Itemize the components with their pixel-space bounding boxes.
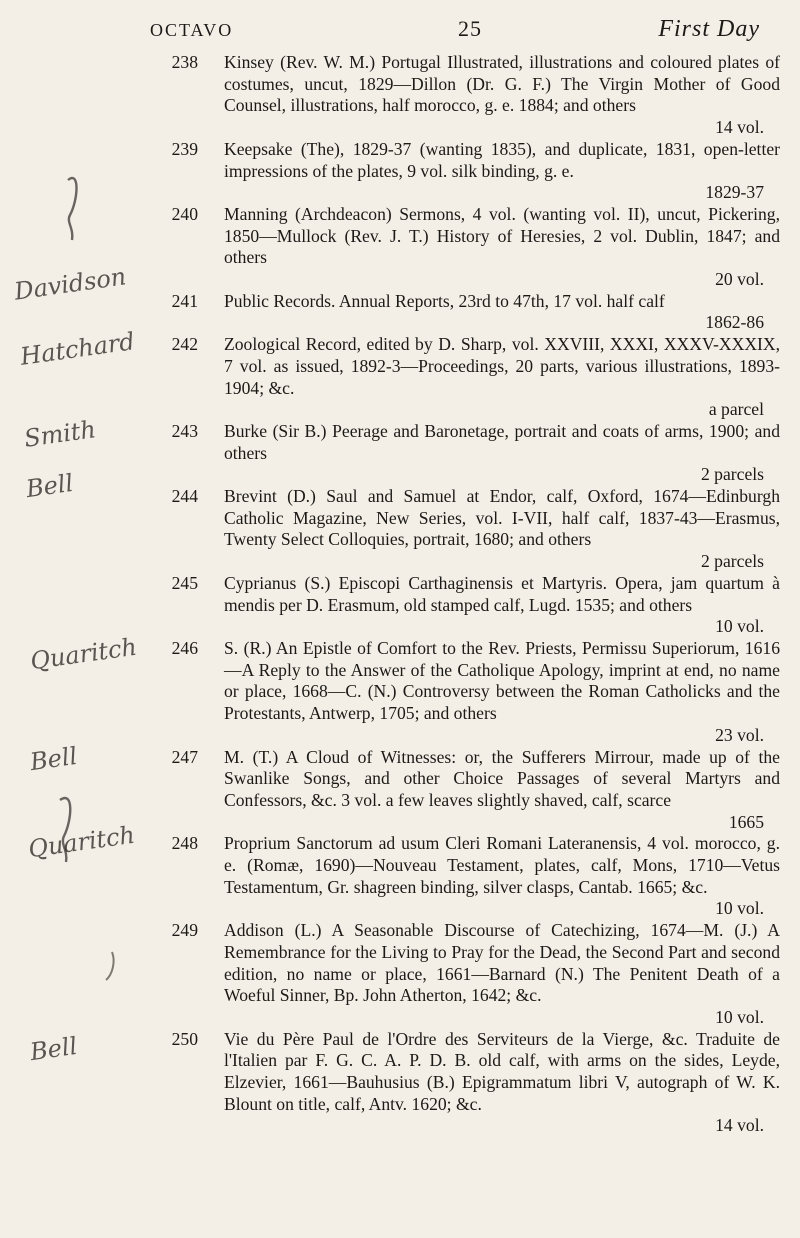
header-day: First Day (658, 16, 760, 42)
lot-quantity: 1862-86 (705, 312, 764, 333)
lot-number: 240 (171, 203, 198, 224)
lot-number: 244 (171, 486, 198, 507)
lot-entry (140, 747, 780, 834)
margin-note: Davidson (12, 262, 128, 306)
lot-description: M. (T.) A Cloud of Witnesses: or, the Sufferers Mirrour, made up of the Swanlike Songs, and other Choice Passages of several Martyrs and Confessors, &c. 3 vol. a few leaves slightly shaved, calf, scarce (224, 746, 780, 810)
lot-number: 248 (171, 833, 198, 854)
lot-number: 238 (171, 52, 198, 72)
lot-quantity: 1829-37 (705, 182, 764, 203)
lot-entry (140, 204, 780, 291)
lot-quantity: 10 vol. (715, 1006, 764, 1027)
lot-number: 239 (171, 138, 198, 159)
margin-note: Quaritch (26, 820, 137, 864)
lot-entry (140, 334, 780, 421)
lot-entry (140, 486, 780, 573)
lot-entry (140, 1029, 780, 1138)
lot-entry (140, 421, 780, 486)
lot-number: 249 (171, 920, 198, 941)
margin-note: Quaritch (28, 632, 139, 676)
lot-entry (140, 139, 780, 204)
lot-quantity: 10 vol. (715, 898, 764, 919)
lot-description: Addison (L.) A Seasonable Discourse of Catechizing, 1674—M. (J.) A Remembrance for the Living to Pray for the Dead, the Second Part and second edition, no name or place, 1661—Barnard (N.) The Penitent Death of a Woeful Sinner, Bp. John Atherton, 1642; &c. (224, 920, 780, 1006)
page-number: 25 (458, 16, 482, 41)
lot-description: S. (R.) An Epistle of Comfort to the Rev. Priests, Permissu Superiorum, 1616—A Reply to the Answer of the Catholique Apology, imprint at end, no name or place, 1668—C. (N.) Controversy between the Roman Catholicks and the Protestants, Antwerp, 1705; and others (224, 637, 780, 724)
lot-entry (140, 833, 780, 920)
lot-list (140, 52, 780, 1137)
margin-note: Bell (24, 468, 75, 504)
lot-entry (140, 52, 780, 139)
lot-number: 245 (171, 572, 198, 593)
margin-note: Smith (22, 415, 98, 453)
lot-quantity: 10 vol. (715, 616, 764, 637)
lot-number: 242 (171, 334, 198, 355)
lot-description: Kinsey (Rev. W. M.) Portugal Illustrated, illustrations and coloured plates of costumes, uncut, 1829—Dillon (Dr. G. F.) The Virgin Mother of Good Counsel, illustrations, half morocco, g. e. 1884; and others (224, 52, 780, 116)
lot-quantity: 1665 (728, 811, 764, 832)
lot-quantity: 2 parcels (700, 551, 764, 572)
lot-description: Brevint (D.) Saul and Samuel at Endor, calf, Oxford, 1674—Edinburgh Catholic Magazine, New Series, vol. I-VII, half calf, 1837-43—Erasmus, Twenty Select Colloquies, portrait, 1680; and others (224, 486, 780, 550)
lot-description: Cyprianus (S.) Episcopi Carthaginensis et Martyris. Opera, jam quartum à mendis per D. Erasmum, old stamped calf, Lugd. 1535; and others (224, 572, 780, 615)
handwritten-margin (0, 0, 140, 1238)
lot-number: 250 (171, 1028, 198, 1049)
lot-number: 241 (171, 290, 198, 311)
lot-entry (140, 638, 780, 747)
header-format: OCTAVO (150, 20, 234, 40)
lot-description: Public Records. Annual Reports, 23rd to 47th, 17 vol. half calf (224, 290, 665, 311)
lot-description: Manning (Archdeacon) Sermons, 4 vol. (wanting vol. II), uncut, Pickering, 1850—Mullock (Rev. J. T.) History of Heresies, 2 vol. Dublin, 1847; and others (224, 203, 780, 268)
lot-description: Proprium Sanctorum ad usum Cleri Romani Lateranensis, 4 vol. morocco, g. e. (Romæ, 1690)—Nouveau Testament, plates, calf, Mons, 1710—Vetus Testamentum, Gr. shagreen binding, silver clasps, Cantab. 1665; &c. (224, 833, 780, 897)
lot-description: Zoological Record, edited by D. Sharp, vol. XXVIII, XXXI, XXXV-XXXIX, 7 vol. as issued, 1892-3—Proceedings, 20 parts, various illustrations, 1893-1904; &c. (224, 334, 780, 398)
lot-quantity: 14 vol. (715, 1115, 764, 1136)
lot-quantity: 14 vol. (715, 117, 764, 138)
lot-entry (140, 573, 780, 638)
lot-quantity: a parcel (708, 399, 764, 420)
lot-number: 243 (171, 420, 198, 441)
lot-description: Burke (Sir B.) Peerage and Baronetage, portrait and coats of arms, 1900; and others (224, 420, 780, 463)
margin-note: Hatchard (18, 327, 137, 371)
lot-quantity: 2 parcels (700, 464, 764, 485)
lot-quantity: 23 vol. (715, 724, 764, 745)
lot-number: 246 (171, 637, 198, 658)
margin-note: Bell (28, 1031, 79, 1067)
lot-entry (140, 291, 780, 334)
lot-quantity: 20 vol. (715, 269, 764, 290)
margin-note: Bell (28, 741, 79, 777)
lot-entry (140, 920, 780, 1029)
lot-description: Vie du Père Paul de l'Ordre des Serviteurs de la Vierge, &c. Traduite de l'Italien par F. G. C. A. P. D. B. old calf, with arms on the sides, Leyde, Elzevier, 1661—Bauhusius (B.) Epigrammatum libri V, autograph of W. K. Blount on title, calf, Antv. 1620; &c. (224, 1028, 780, 1114)
lot-description: Keepsake (The), 1829-37 (wanting 1835), and duplicate, 1831, open-letter impressions of the plates, 9 vol. silk binding, g. e. (224, 138, 780, 181)
page-header (150, 14, 760, 48)
lot-number: 247 (171, 746, 198, 767)
